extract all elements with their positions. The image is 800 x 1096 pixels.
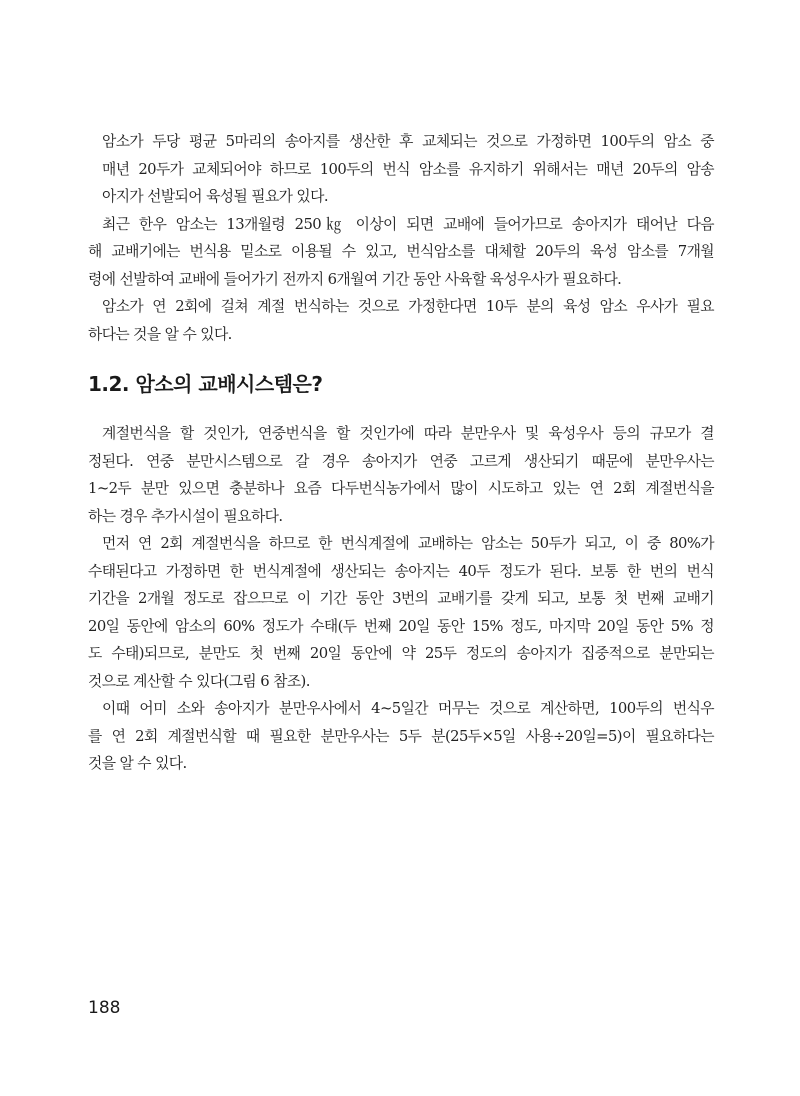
body-section-1 [88, 128, 714, 348]
text-line: 먼저 연 2회 계절번식을 하므로 한 번식계절에 교배하는 암소는 50두가 되고, 이 중 80%가 [102, 535, 714, 552]
text-line: 1~2두 분만 있으면 충분하나 요즘 다두번식농가에서 많이 시도하고 있는 연 2회 계절번식을 [88, 480, 714, 497]
text-line: 정된다. 연중 분만시스템으로 갈 경우 송아지가 연중 고르게 생산되기 때문에 분만우사는 [88, 452, 714, 470]
text-line: 하는 경우 추가시설이 필요하다. [88, 507, 283, 525]
text-line: 도 수태)되므로, 분만도 첫 번째 20일 동안에 약 25두 정도의 송아지가 집중적으로 분만되는 [88, 645, 714, 662]
text-line: 20일 동안에 암소의 60% 정도가 수태(두 번째 20일 동안 15% 정도, 마지막 20일 동안 5% 정 [88, 617, 714, 635]
text-line: 령에 선발하여 교배에 들어가기 전까지 6개월여 기간 동안 사육할 육성우사가 필요하다. [88, 270, 622, 288]
text-line: 매년 20두가 교체되어야 하므로 100두의 번식 암소를 유지하기 위해서는 매년 20두의 암송 [102, 160, 714, 178]
section-heading: 1.2. 암소의 교배시스템은? [88, 372, 323, 396]
paragraph [88, 128, 714, 211]
body-section-2 [88, 420, 714, 778]
text-line: 아지가 선발되어 육성될 필요가 있다. [102, 188, 328, 205]
text-line: 하다는 것을 알 수 있다. [88, 325, 232, 343]
text-line: 계절번식을 할 것인가, 연중번식을 할 것인가에 따라 분만우사 및 육성우사 등의 규모가 결 [102, 425, 714, 442]
text-line: 것을 알 수 있다. [88, 755, 187, 772]
text-line: 기간을 2개월 정도로 잡으므로 이 기간 동안 3번의 교배기를 갖게 되고, 보통 첫 번째 교배기 [88, 590, 714, 607]
text-line: 수태된다고 가정하면 한 번식계절에 생산되는 송아지는 40두 정도가 된다. 보통 한 번의 번식 [88, 562, 714, 580]
text-line: 를 연 2회 계절번식할 때 필요한 분만우사는 5두 분(25두×5일 사용÷20일=5)이 필요하다는 [88, 727, 714, 745]
page-number: 188 [88, 998, 121, 1018]
text-line: 이때 어미 소와 송아지가 분만우사에서 4~5일간 머무는 것으로 계산하면, 100두의 번식우 [102, 700, 714, 717]
paragraph [88, 420, 714, 530]
text-line: 것으로 계산할 수 있다(그림 6 참조). [88, 672, 310, 690]
paragraph [88, 211, 714, 294]
text-line: 암소가 연 2회에 걸쳐 계절 번식하는 것으로 가정한다면 10두 분의 육성 암소 우사가 필요 [102, 298, 714, 315]
text-line: 암소가 두당 평균 5마리의 송아지를 생산한 후 교체되는 것으로 가정하면 100두의 암소 중 [102, 133, 714, 150]
paragraph [88, 695, 714, 778]
text-line: 해 교배기에는 번식용 밑소로 이용될 수 있고, 번식암소를 대체할 20두의 육성 암소를 7개월 [88, 243, 714, 260]
paragraph [88, 530, 714, 695]
text-line: 최근 한우 암소는 13개월령 250㎏ 이상이 되면 교배에 들어가므로 송아지가 태어난 다음 [102, 215, 714, 233]
paragraph [88, 293, 714, 348]
